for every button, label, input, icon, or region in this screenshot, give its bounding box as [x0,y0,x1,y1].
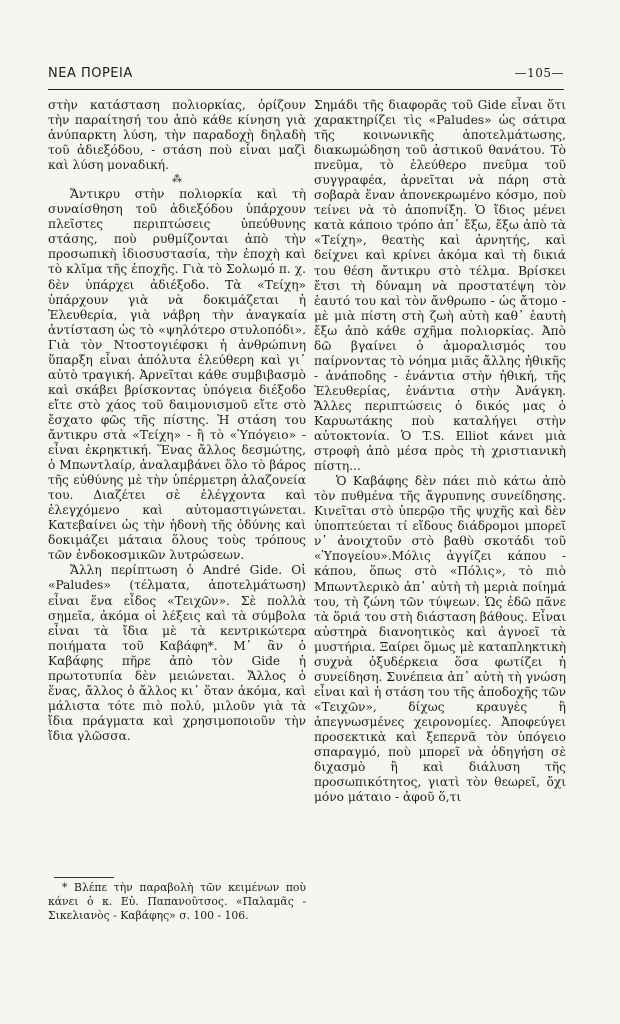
footnote-rule [54,877,114,878]
page-number: —105— [514,66,564,80]
right-column [314,98,566,805]
journal-title: ΝΕΑ ΠΟΡΕΙΑ [48,66,133,81]
running-header [48,66,564,88]
section-separator: ⁂ [172,174,182,186]
footnote-text: * Βλέπε τὴν παραβολὴ τῶν κειμένων ποὺ κάνει ὁ κ. Εὐ. Παπανοῦτσος. «Παλαμᾶς - Σικελιανὸς - Καβάφης» σ. 100 - 106. [48,881,306,922]
paragraph: Σημάδι τῆς διαφορᾶς τοῦ Gide εἶναι ὅτι χαρακτηρίζει τὶς «Paludes» ὡς σάτιρα τῆς κοινωνικῆς ἀποτελμάτωσης, διακωμώδηση τοῦ ἀστικοῦ θανάτου. Τὸ πνεῦμα, τὸ ἐλεύθερο πνεῦμα τοῦ συγγραφέα, ἀρνεῖται νὰ πάρη στὰ σοβαρὰ ἕναν ἀπονεκρωμένο κόσμο, ποὺ τείνει νὰ τὸ ἀποπνίξη. Ὁ ἴδιος μένει κατὰ κάποιο τρόπο ἀπ᾽ ἔξω, ἔξω ἀπὸ τὰ «Τείχη», θεατὴς καὶ ἀρνητής, καὶ δείχνει καὶ κρίνει ἀκόμα καὶ τὴ δικιά του θέση ἄντικρυ στὸ τέλμα. Βρίσκει ἔτσι τὴ δύναμη νὰ προστατέψη τὸν ἑαυτό του καὶ τὸν ἄνθρωπο - ὡς ἄτομο - μὲ μιὰ πίστη στὴ ζωὴ αὐτὴ καθ᾽ ἑαυτὴ ἔξω ἀπὸ κάθε σχῆμα πολιορκίας. Ἀπὸ δῶ βγαίνει ὁ ἀμοραλισμός του παίρνοντας τὸ νόημα μιᾶς ἄλλης ἠθικῆς - ἀνάποδης - ἐνάντια στὴν ἠθική, τῆς Ἐλευθερίας, ἐνάντια στὴν Ἀνάγκη. Ἄλλες περιπτώσεις ὁ δικός μας ὁ Καρυωτάκης ποὺ καταλήγει στὴν αὐτοκτονία. Ὁ T.S. Elliot κάνει μιὰ στροφὴ ἀπὸ μέσα πρὸς τὴ χριστιανικὴ πίστη... [314,98,566,474]
header-rule [48,89,564,90]
paragraph: Ὁ Καβάφης δὲν πάει πιὸ κάτω ἀπὸ τὸν πυθμένα τῆς ἄγρυπνης συνείδησης. Κινεῖται στὸ ὑπερῷο τῆς ψυχῆς καὶ δὲν ὑποπτεύεται τί εἴδους διάδρομοι μπορεῖ ν᾽ ἀνοιχτοῦν στὸ βαθὺ σκοτάδι τοῦ «Ὑπογείου».Μόλις ἀγγίζει κάπου - κάπου, ὅπως στὸ «Πόλις», τὸ πιὸ Μπωντλερικὸ ἀπ᾽ αὐτὴ τὴ μεριὰ ποίημά του, τὴ ζώνη τῶν τύψεων. Ὡς ἐδῶ πᾶνε τὰ ὅριά του στὴ διάσταση βάθους. Εἶναι αὐστηρὰ διανοητικὸς καὶ ἀγνοεῖ τὰ μυστήρια. Ξαίρει ὅμως μὲ καταπληκτικὴ συχνὰ ὀξυδέρκεια ὅσα φωτίζει ἡ συνείδηση. Συνέπεια ἀπ᾽ αὐτὴ τὴ γνώση εἶναι καὶ ἡ στάση του τῆς ἀποδοχῆς τῶν «Τειχῶν», δίχως κραυγὲς ἢ ἀπεγνωσμένες χειρονομίες. Ἀποφεύγει προσεκτικὰ καὶ ξεπερνᾶ τὸν ὑπόγειο σπαραγμό, ποὺ μπορεῖ νὰ ὁδηγήση σὲ διχασμὸ ἢ καὶ διάλυση τῆς προσωπικότητος, γιατὶ τὸν θεωρεῖ, ὄχι μόνο μάταιο - ἀφοῦ ὅ,τι [314,474,566,805]
left-column [48,98,306,744]
paragraph: Ἄλλη περίπτωση ὁ André Gide. Οἱ «Paludes» (τέλματα, ἀποτελμάτωση) εἶναι ἕνα εἶδος «Τειχῶν». Σὲ πολλὰ σημεῖα, ἀκόμα οἱ λέξεις καὶ τὰ σύμβολα εἶναι τὰ ἴδια μὲ τὰ κεντρικώτερα ποιήματα τοῦ Καβάφη*. Μ᾽ ἂν ὁ Καβάφης πῆρε ἀπὸ τὸν Gide ἡ πρωτοτυπία δὲν μειώνεται. Ἄλλος ὁ ἕνας, ἄλλος ὁ ἄλλος κι᾽ ὅταν ἀκόμα, καὶ μάλιστα τότε πιὸ πολύ, μιλοῦν γιὰ τὰ ἴδια πράγματα καὶ χρησιμοποιοῦν τὴν ἴδια γλῶσσα. [48,563,306,743]
footnote [48,881,306,923]
paragraph: Ἄντικρυ στὴν πολιορκία καὶ τὴ συναίσθηση τοῦ ἀδιεξόδου ὑπάρχουν πλεῖστες περιπτώσεις ὑπεύθυνης στάσης, ποὺ ρυθμίζονται ἀπὸ τὴν προσωπικὴ ἰδιοσυστασία, τὴν ἐποχὴ καὶ τὸ κλῖμα τῆς ἐποχῆς. Γιὰ τὸ Σολωμό π. χ. δὲν ὑπάρχει ἀδιέξοδο. Τὰ «Τείχη» ὑπάρχουν γιὰ νὰ δοκιμάζεται ἡ Ἐλευθερία, γιὰ νάβρη τὴν ἀναγκαία ἀντίσταση ὡς τὸ «ψηλότερο στυλοπόδι». Γιὰ τὸν Ντοστογιέφσκι ἡ ἀνθρώπινη ὕπαρξη εἶναι ἀπόλυτα ἐλεύθερη καὶ γι᾽ αὐτὸ τραγική. Ἀρνεῖται κάθε συμβιβασμὸ καὶ σκάβει βρίσκοντας ὑπόγεια διέξοδο εἴτε στὸ χάος τοῦ δαιμονισμοῦ εἴτε στὸ ἔσχατο φῶς τῆς πίστης. Ἡ στάση του ἄντικρυ στὰ «Τείχη» - ἢ τὸ «Ὑπόγειο» - εἶναι ἐκρηκτική. Ἕνας ἄλλος δεσμώτης, ὁ Μπωντλαίρ, ἀναλαμβάνει ὅλο τὸ βάρος τῆς εὐθύνης μὲ τὴν ὑπέρμετρη ἀλαζονεία του. Διαζέτει σὲ ἐλέγχοντα καὶ ἐλεγχόμενο καὶ αὐτομαστιγώνεται. Κατεβαίνει ὡς τὴν ἡδονὴ τῆς ὀδύνης καὶ δοκιμάζει μάταια ὅλους τοὺς τρόπους τῶν ἐνδοκοσμικῶν λυτρώσεων. [48,187,306,563]
paragraph: στὴν κατάσταση πολιορκίας, ὁρίζουν τὴν παραίτησή του ἀπὸ κάθε κίνηση γιὰ ἀνύπαρκτη λύση, τὴν παραδοχὴ δηλαδὴ τοῦ ἀδιεξόδου, - στάση ποὺ εἶναι μαζὶ καὶ λύση μοναδική. [48,98,306,173]
